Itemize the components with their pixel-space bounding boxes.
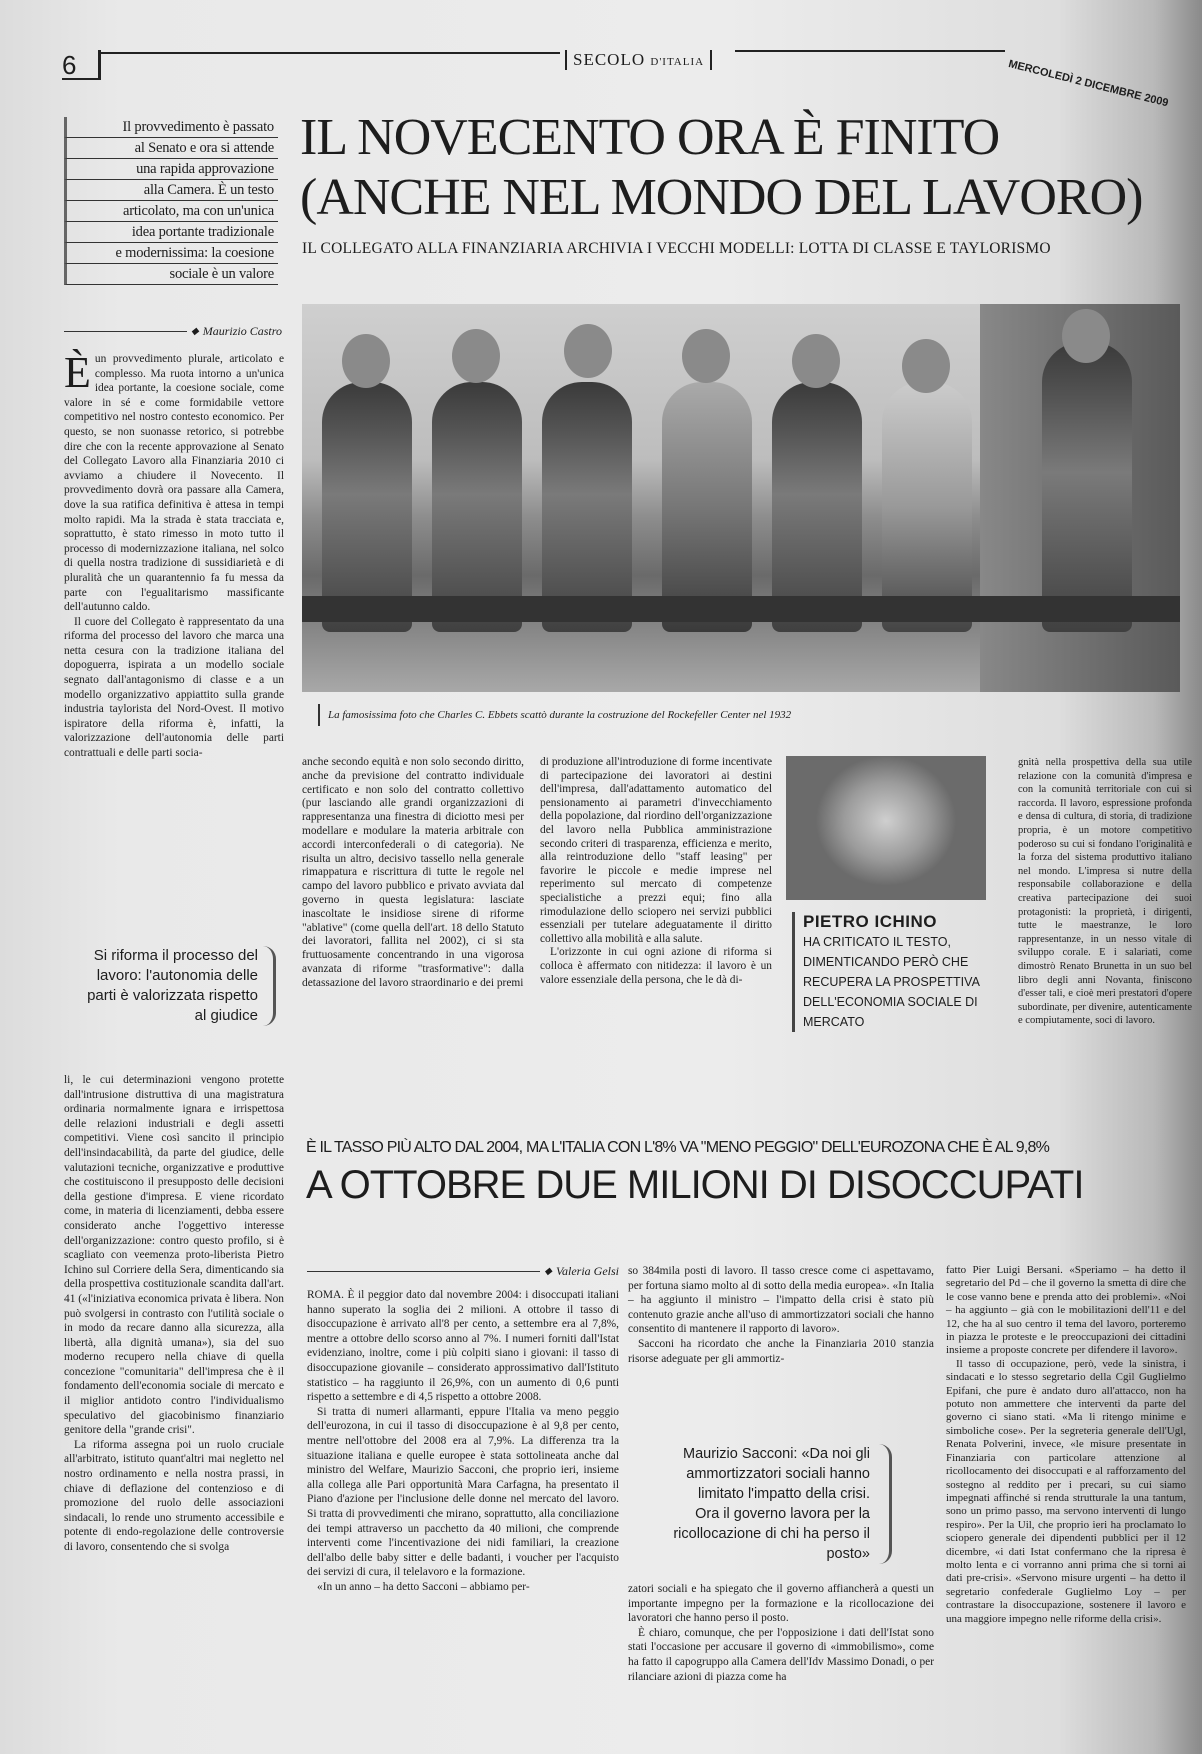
paragraph: Il tasso di occupazione, però, vede la sinistra, i sindacati e lo stesso segretario della Cgil Guglielmo Epifani, che pure è andato duro all'attacco, non ha potuto non ammettere che interventi da parte del governo ci siano stati. «Ma li ritengo minime e simboliche cose». Per la segreteria generale dell'Ugl, Renata Polverini, invece, «le misure presentate in Finanziaria con particolare attenzione al ricollocamento dei disoccupati e al rafforzamento del sostegno al reddito per i precari, su cui siamo impegnati affinché si renda strutturale la una tantum, sono un primo passo, ma servono interventi di lungo respiro». Per la Uil, che proprio ieri ha proclamato lo sciopero generale dei dipendenti pubblici per il 12 dicembre, «i dati Istat confermano che la ripresa è molto lenta e ci vorranno anni prima che si torni ai dati pre-crisi». «Servono misure urgenti – ha detto il segretario confederale Guglielmo Loy – per contrastare la disoccupazione, sostenere il lavoro e una maggiore impegno nelle riforme della crisi». xyxy=(946,1357,1186,1625)
photo-figure-head xyxy=(902,339,950,393)
article-headline: A OTTOBRE DUE MILIONI DI DISOCCUPATI xyxy=(306,1163,1084,1207)
issue-date: MERCOLEDÌ 2 DICEMBRE 2009 xyxy=(1007,58,1170,110)
paragraph: di produzione all'introduzione di forme incentivate di partecipazione dei lavoratori ai destini dell'impresa, dall'adattamento automatico del pensionamento ai parametri d'invecchiamento della popolazione, dal riordino dell'organizzazione del lavoro nella Pubblica amministrazione secondo criteri di trasparenza, efficienza e merito, alla reintroduzione dello "staff leasing" per favorire le piccole e medie imprese nel reperimento sul mercato di competenze specialistiche a prezzi equi; fino alla rimodulazione dello sciopero nei servizi pubblici essenziali per tutelare adeguatamente il diritto collettivo alla mobilità e alla salute. xyxy=(540,756,772,945)
paragraph: li, le cui determinazioni vengono protette dall'intrusione distruttiva di una magistratura ordinaria normalmente ignara e irrispettosa delle relazioni industriali e degli assetti competitivi. Viene così sancito il principio dell'insindacabilità, da parte del giudice, delle valutazioni tecniche, organizzative e produttive che costituiscono il presupposto delle decisioni della gestione d'impresa. E viene ricordato come, in materia di licenziamenti, debba essere considerato anche l'oggettivo interesse dell'organizzazione: contro questo profilo, si è scagliato con veemenza proto-liberista Pietro Ichino sul Corriere della Sera, dimenticando sia della prospettiva costituzionale scandita dall'art. 41 («l'iniziativa economica privata è libera. Non può svolgersi in contrasto con l'utilità sociale o in modo da recare danno alla sicurezza, alla libertà, alla dignità umana»), sia del suo moderno recupero nella chiave di quella concezione "comunitaria" dell'impresa che è il fondamento dell'economia sociale di mercato e il miglior antidoto contro l'individualismo speculativo del giacobinismo finanziario genitore della "grande crisi". xyxy=(64,1074,284,1437)
photo-figure-head xyxy=(682,329,730,383)
photo-figure xyxy=(322,382,412,632)
article-column xyxy=(628,1582,934,1684)
headline-line: (ANCHE NEL MONDO DEL LAVORO) xyxy=(300,169,1143,226)
summary-line: alla Camera. È un testo xyxy=(64,180,278,201)
person-name: PIETRO ICHINO xyxy=(803,912,938,931)
byline-rule xyxy=(307,1271,540,1272)
diamond-icon: ◆ xyxy=(191,326,199,337)
page-number: 6 xyxy=(62,50,101,80)
summary-line: idea portante tradizionale xyxy=(64,222,278,243)
portrait-caption-box xyxy=(792,912,1013,1032)
photo-figure xyxy=(1042,342,1132,632)
article-heading-block xyxy=(306,1138,1186,1208)
author-name: Maurizio Castro xyxy=(202,324,282,338)
masthead-suffix: D'ITALIA xyxy=(650,56,705,68)
summary-line: e modernissima: la coesione xyxy=(64,243,278,264)
paragraph: so 384mila posti di lavoro. Il tasso cresce come ci aspettavamo, per fortuna siamo molto al di sotto della media europea». «In Italia – ha aggiunto il ministro – l'impatto della crisi è stato più contenuto grazie anche all'uso di ammortizzatori sociali che hanno consentito di mantenere il rapporto di lavoro». xyxy=(628,1265,934,1336)
author-byline xyxy=(307,1264,619,1279)
photo-figure xyxy=(432,382,522,632)
photo-figure xyxy=(542,382,632,632)
photo-steel-beam xyxy=(302,596,1180,622)
article-column xyxy=(1018,756,1192,1028)
paragraph-text: un provvedimento plurale, articolato e complesso. Ma ruota intorno a un'unica idea portante, la coesione sociale, come valore in sé e come formidabile vettore competitivo nel nostro contesto economico. Per questo, se non suonasse retorico, si potrebbe dire che con la recente approvazione al Senato del Collegato Lavoro alla Finanziaria 2010 ci avviamo a chiudere il Novecento. Il provvedimento dovrà ora passare alla Camera, dove la sua ratifica definitiva è attesa in tempi molto rapidi. Ma la strada è stata tracciata e, soprattutto, è stato rimesso in moto tutto il processo di modernizzazione italiana, nel solco di quella nostra tradizione di sussidiarietà e di pluralità che un quarantennio fa fu messa da parte con l'egualitarismo massificante dell'autunno caldo. xyxy=(64,353,284,614)
bracket-decoration xyxy=(263,946,276,1026)
photo-figure xyxy=(882,382,972,632)
summary-line: una rapida approvazione xyxy=(64,159,278,180)
person-caption: HA CRITICATO IL TESTO, DIMENTICANDO PERÒ CHE RECUPERA LA PROSPETTIVA DELL'ECONOMIA SOCIALE DI MERCATO xyxy=(803,935,980,1029)
masthead xyxy=(565,50,712,70)
photo-figure-head xyxy=(452,329,500,383)
article-summary-box xyxy=(64,117,278,285)
article-column xyxy=(946,1264,1186,1626)
byline-rule xyxy=(64,331,187,332)
paragraph: ROMA. È il peggior dato dal novembre 2004: i disoccupati italiani hanno superato la soglia dei 2 milioni. A ottobre il tasso di disoccupazione è arrivato all'8 per cento, a settembre era al 7,8%, mentre a ottobre dello scorso anno al 7%. I numeri forniti dall'Istat evidenziano, inoltre, come i più colpiti siano i giovani: il tasso di disoccupazione giovanile – considerato approssimativo dall'Istituto statistico – ha raggiunto il 26,9%, con un aumento di 0,6 punti rispetto a settembre e di 4,5 rispetto a ottobre 2008. xyxy=(307,1289,619,1404)
paragraph: Si tratta di numeri allarmanti, eppure l'Italia va meno peggio dell'eurozona, in cui il tasso di disoccupazione è al 9,8 per cento, mentre nell'ottobre del 2008 era al 7,9%. La differenza tra la situazione italiana e quelle europee è stata sottolineata anche dal ministro del Welfare, Maurizio Sacconi, che proprio ieri, insieme alla collega alle Pari opportunità Mara Carfagna, ha presentato il Piano d'azione per l'inclusione delle donne nel mercato del lavoro. Si tratta di provvedimenti che mirano, soprattutto, alla conciliazione dei tempi attraverso un pacchetto da 40 milioni, che comprende interventi come l'incentivazione dei nidi familiari, la creazione dell'albo delle baby sitter e delle badanti, i voucher per l'acquisto dei servizi di cura, il telelavoro e la formazione. xyxy=(307,1405,619,1579)
paragraph: zatori sociali e ha spiegato che il governo affiancherà a questi un importante impegno per la formazione e la ricollocazione dei lavoratori che hanno perso il posto. xyxy=(628,1583,934,1625)
drop-cap: È xyxy=(64,348,91,397)
article-column xyxy=(64,1073,284,1555)
paragraph: anche secondo equità e non solo secondo diritto, anche da previsione del contratto individuale certificato e non solo del contratto collettivo (pur lasciando alle grandi organizzazioni di rappresentanza una finestra di diciotto mesi per modellare e modulare la materia arbitrale con accordi interconfederali o di categoria). Ne risulta un altro, decisivo tassello nella generale rimappatura e riscrittura di tutte le regole nel campo del lavoro pubblico e privato avviata dal governo in questa legislatura: lasciate inascoltate le insidiose sirene di riforme "ablative" (come quella dell'art. 18 dello Statuto dei lavoratori, fallita nel 2002), ci si sta fruttuosamente concentrando in una vigorosa avanzata di riforme "trasformative": dalla detassazione del lavoro straordinario e dei premi xyxy=(302,756,524,989)
paragraph: «In un anno – ha detto Sacconi – abbiamo per- xyxy=(317,1580,530,1593)
photo-figure-head xyxy=(342,334,390,388)
article-column xyxy=(540,756,772,987)
summary-line: sociale è un valore xyxy=(64,264,278,285)
article-column xyxy=(628,1264,934,1366)
paragraph xyxy=(64,348,284,615)
article-column xyxy=(302,756,524,991)
photo-figure-head xyxy=(792,334,840,388)
header-rule xyxy=(100,52,560,54)
paragraph: Sacconi ha ricordato che anche la Finanziaria 2010 stanzia risorse adeguate per gli ammortiz- xyxy=(628,1337,934,1365)
summary-line: articolato, ma con un'unica xyxy=(64,201,278,222)
photo-figure xyxy=(662,382,752,632)
photo-caption: La famosissima foto che Charles C. Ebbets scattò durante la costruzione del Rockefeller Center nel 1932 xyxy=(318,704,791,726)
header-rule xyxy=(735,50,1005,52)
paragraph: L'orizzonte in cui ogni azione di riforma si colloca è affermato con nitidezza: il lavoro è un valore essenziale della persona, che le dà di- xyxy=(540,946,772,986)
pull-quote-text: Maurizio Sacconi: «Da noi gli ammortizzatori sociali hanno limitato l'impatto della crisi. Ora il governo lavora per la ricollocazione di chi ha perso il posto» xyxy=(673,1446,870,1562)
headline-line: IL NOVECENTO ORA È FINITO xyxy=(300,109,1000,166)
paragraph: gnità nella prospettiva della sua utile relazione con la comunità d'impresa e con la comunità territoriale con cui si raccorda. Il lavoro, espressione profonda e densa di cultura, di storia, di tradizione propria, è un motore competitivo poderoso su cui si fondano l'originalità e la forza del sistema produttivo italiano nel mondo. L'impresa si nutre della responsabile collaborazione e della creativa partecipazione dei suoi protagonisti: la proprietà, i dirigenti, tutte le maestranze, le loro rappresentanze, in un nesso vitale di sviluppo corale. E i salariati, come dimostrò Renato Brunetta in un suo bel libro degli anni Novanta, finiscono d'esser tali, e cioè meri prestatori d'opere subordinate, per divenire, autenticamente e compiutamente, soci di lavoro. xyxy=(1018,757,1192,1027)
diamond-icon: ◆ xyxy=(544,1266,552,1277)
article-kicker: È IL TASSO PIÙ ALTO DAL 2004, MA L'ITALIA CON L'8% VA "MENO PEGGIO" DELL'EUROZONA CHE È AL 9,8% xyxy=(306,1139,1050,1156)
article-column xyxy=(307,1288,619,1594)
pull-quote xyxy=(670,1444,890,1564)
article-headline xyxy=(300,108,1142,228)
photo-figure xyxy=(772,382,862,632)
photo-figure-head xyxy=(1062,309,1110,363)
paragraph: Il cuore del Collegato è rappresentato da una riforma del processo del lavoro che marca una netta cesura con la tradizione italiana del dopoguerra, ispirata a un modello sociale segnato dall'antagonismo di classe e a un modello organizzativo appiattito sulla grande industria taylorista del Nord-Ovest. Il motivo ispiratore della riforma è, infatti, la valorizzazione dell'autonomia delle parti contrattuali e delle parti socia- xyxy=(64,615,284,760)
article-subheadline: IL COLLEGATO ALLA FINANZIARIA ARCHIVIA I VECCHI MODELLI: LOTTA DI CLASSE E TAYLORISMO xyxy=(302,240,1051,257)
author-name: Valeria Gelsi xyxy=(556,1264,619,1278)
author-byline xyxy=(64,324,282,339)
article-photo xyxy=(302,304,1180,692)
summary-line: al Senato e ora si attende xyxy=(64,138,278,159)
pull-quote xyxy=(84,946,274,1026)
pull-quote-text: Si riforma il processo del lavoro: l'autonomia delle parti è valorizzata rispetto al giudice xyxy=(87,947,258,1024)
paragraph: È chiaro, comunque, che per l'opposizione i dati dell'Istat sono stati l'occasione per accusare il governo di «immobilismo», come ha fatto il capogruppo alla Camera dell'Idv Massimo Donadi, o per rilanciare azioni di piazza come ha xyxy=(628,1626,934,1683)
portrait-photo xyxy=(786,756,986,900)
paragraph: La riforma assegna poi un ruolo cruciale all'arbitrato, istituto quant'altri mai negletto nel nostro ordinamento e nella nostra prassi, in chiave di deflazione del contenzioso e di promozione del ruolo delle associazioni sindacali, lo rende uno strumento accessibile e potente di endo-regolazione delle controversie di lavoro, consentendo che si svolga xyxy=(64,1438,284,1553)
bracket-decoration xyxy=(879,1444,892,1564)
article-column xyxy=(64,348,284,761)
paragraph: fatto Pier Luigi Bersani. «Speriamo – ha detto il segretario del Pd – che il governo la smetta di dire che le cose vanno bene e prenda atto dei problemi». «Noi – ha aggiunto – già con le mobilitazioni dell'11 e del 12, che ha al suo centro il tema del lavoro, porteremo in piazza le proteste e le preoccupazioni dei cittadini insieme a proposte concrete per difendere il lavoro». xyxy=(946,1264,1186,1357)
photo-figure-head xyxy=(564,324,612,378)
masthead-name: SECOLO xyxy=(573,50,646,69)
summary-line: Il provvedimento è passato xyxy=(64,117,278,138)
